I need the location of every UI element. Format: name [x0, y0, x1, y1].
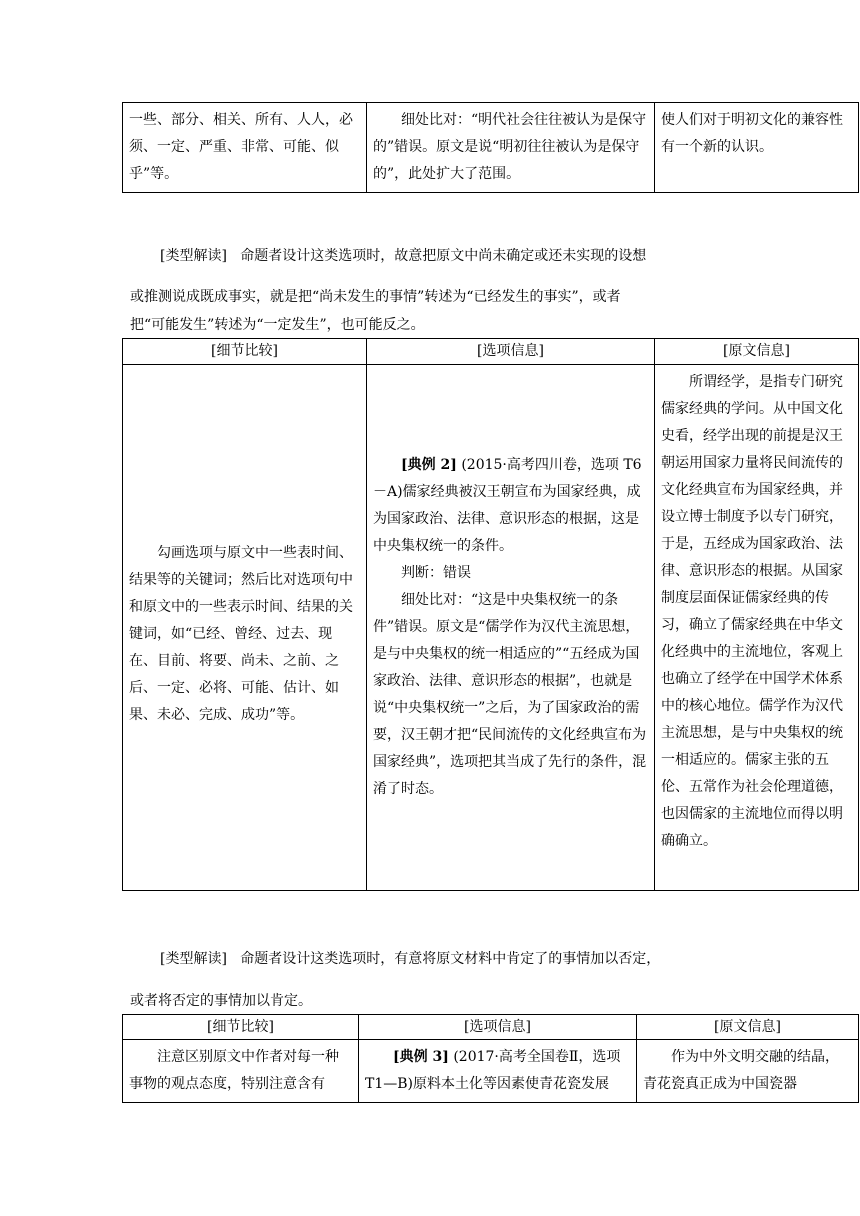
- detail-text: 注意区别原文中作者对每一种事物的观点态度，特别注意含有: [129, 1049, 339, 1092]
- type-interpretation-2-line3: [130, 314, 750, 336]
- original-cell: [655, 103, 859, 193]
- column-header: [原文信息]: [637, 1015, 859, 1040]
- original-cell: [637, 1040, 859, 1103]
- option-cell: [359, 1040, 637, 1103]
- column-header: [选项信息]: [367, 339, 655, 365]
- intro-line: 或者将否定的事情加以肯定。: [130, 993, 312, 1009]
- type-interpretation-3: [130, 948, 750, 970]
- type-interpretation-2: [130, 244, 750, 268]
- example-statement: (2017·高考全国卷Ⅱ，选项T1—B)原料本土化等因素使青花瓷发展: [365, 1049, 621, 1092]
- header-row: [123, 1015, 859, 1040]
- column-header: [细节比较]: [123, 339, 367, 365]
- type-tag: [类型解读]: [160, 248, 227, 264]
- example-statement: 儒家经典被汉王朝宣布为国家经典，成为国家政治、法律、意识形态的根据，这是中央集权统一的条件。: [373, 484, 641, 554]
- table-continuation: [122, 102, 859, 193]
- judgement-text: 判断：错误: [401, 565, 471, 581]
- header-row: [123, 339, 859, 365]
- example-source: (2015·高考四川卷，选项 T6－A): [373, 457, 642, 500]
- detail-cell: [123, 103, 367, 193]
- option-cell: [367, 103, 655, 193]
- detail-cell: [123, 1040, 359, 1103]
- type-tag: [类型解读]: [160, 951, 227, 967]
- original-text: 作为中外文明交融的结晶，青花瓷真正成为中国瓷器: [643, 1049, 839, 1092]
- table-row: [123, 1040, 859, 1103]
- column-header: [选项信息]: [359, 1015, 637, 1040]
- example-table-2: [122, 338, 859, 891]
- type-interpretation-2-line2: [130, 286, 750, 308]
- detail-cell: [123, 365, 367, 891]
- type-interpretation-3-line2: [130, 990, 750, 1012]
- original-cell: [655, 365, 859, 891]
- option-text: [373, 452, 648, 560]
- table-row: [123, 365, 859, 891]
- detail-text: 勾画选项与原文中一些表时间、结果等的关键词；然后比对选项句中和原文中的一些表示时间、结果的关键词，如“已经、曾经、过去、现在、目前、将要、尚未、之前、之后、一定、必将、可能、估计、如果、未必、完成、成功”等。: [129, 545, 353, 723]
- intro-line: 或推测说成既成事实，就是把“尚未发生的事情”转述为“已经发生的事实”，或者: [130, 289, 621, 305]
- compare-text: 细处比对：“这是中央集权统一的条件”错误。原文是“儒学作为汉代主流思想，是与中央集权的统一相适应的”“五经成为国家政治、法律、意识形态的根据”，也就是说“中央集权统一”之后，为了国家政治的需要，汉王朝才把“民间流传的文化经典宣布为国家经典”，选项把其当成了先行的条件，混淆了时态。: [373, 592, 647, 797]
- original-text: 使人们对于明初文化的兼容性有一个新的认识。: [661, 112, 843, 155]
- example-label: [典例 2]: [401, 457, 457, 473]
- table-row: [123, 103, 859, 193]
- example-table-3: [122, 1014, 859, 1103]
- example-label: [典例 3]: [393, 1049, 449, 1065]
- intro-line: 命题者设计这类选项时，故意把原文中尚未确定或还未实现的设想: [240, 248, 647, 264]
- option-cell: [367, 365, 655, 891]
- detail-text: 一些、部分、相关、所有、人人，必须、一定、严重、非常、可能、似乎”等。: [129, 112, 353, 182]
- intro-line: 把“可能发生”转述为“一定发生”，也可能反之。: [130, 317, 425, 333]
- option-text: 细处比对：“明代社会往往被认为是保守的”错误。原文是说“明初往往被认为是保守的”，此处扩大了范围。: [373, 112, 647, 182]
- option-text: [365, 1044, 630, 1098]
- column-header: [原文信息]: [655, 339, 859, 365]
- original-text: 所谓经学，是指专门研究儒家经典的学问。从中国文化史看，经学出现的前提是汉王朝运用国家力量将民间流传的文化经典宣布为国家经典，并设立博士制度予以专门研究，于是，五经成为国家政治、法律、意识形态的根据。从国家制度层面保证儒家经典的传习，确立了儒家经典在中华文化经典中的主流地位，客观上也确立了经学在中国学术体系中的核心地位。儒学作为汉代主流思想，是与中央集权的统一相适应的。儒家主张的五伦、五常作为社会伦理道德，也因儒家的主流地位而得以明确确立。: [661, 374, 843, 849]
- intro-line: 命题者设计这类选项时，有意将原文材料中肯定了的事情加以否定，: [240, 951, 661, 967]
- column-header: [细节比较]: [123, 1015, 359, 1040]
